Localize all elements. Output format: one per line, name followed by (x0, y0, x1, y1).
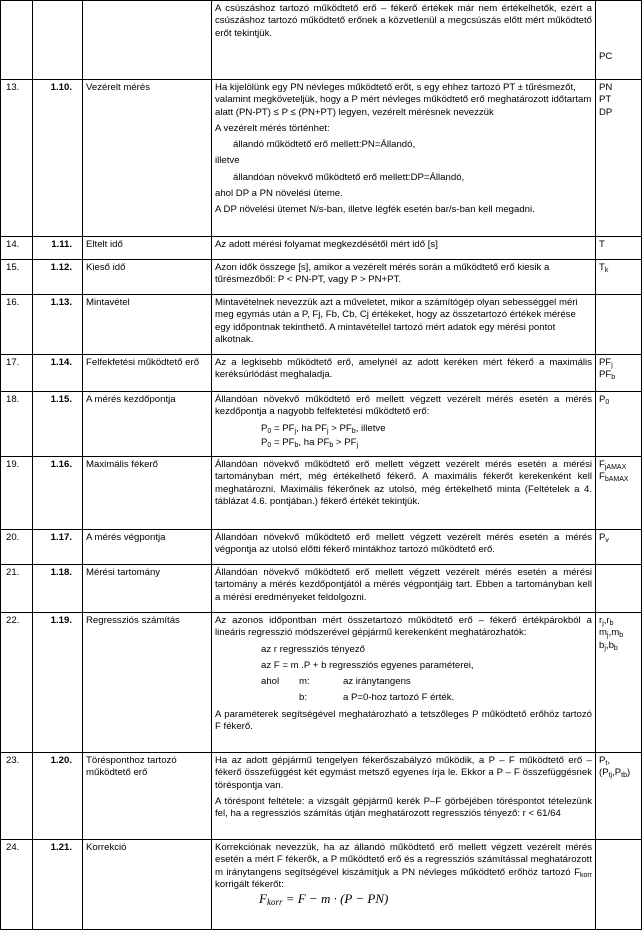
symbol (596, 457, 642, 530)
symbol-text: P (599, 532, 606, 543)
symbol-sub: v (605, 537, 609, 544)
description (212, 237, 596, 260)
row-number: 15. (1, 260, 33, 295)
term: Kieső idő (83, 260, 212, 295)
symbol (596, 565, 642, 613)
row-number: 20. (1, 530, 33, 565)
symbol-text: DP (599, 106, 613, 118)
desc-text: Az a legkisebb működtető erő, amelynél az adott keréken mért fékerő a maximális keréksúrlódást meghaladja. (215, 357, 592, 381)
symbol-text: P (599, 394, 606, 405)
symbol-text: PC (599, 50, 613, 62)
desc-text: Mintavételnek nevezzük azt a műveletet, mikor a számítógép olyan sebességgel méri meg egymás után a P, Fj, Fb, Cb, Cj értékeket, hogy az összetartozó értékek mérése egy időpontnak tekinthető. A mintavétellel tartozó mért adatok egy mérési pontot alkotnak. (215, 297, 578, 345)
section-number: 1.20. (33, 753, 83, 840)
row-number: 16. (1, 295, 33, 355)
row-number: 14. (1, 237, 33, 260)
description (212, 1, 596, 80)
symbol (596, 295, 642, 355)
formula-line: $P_0 = PF_j$, ha $PF_j > PF_b$, illetve (261, 422, 386, 435)
section-number: 1.14. (33, 355, 83, 392)
description (212, 840, 596, 930)
symbol (596, 753, 642, 840)
desc-text: Azon idők összege [s], amikor a vezérelt mérés során a működtető erő kiesik a tűrésmezőből: P < PN-PT, vagy P > PN+PT. (215, 262, 550, 286)
description (212, 613, 596, 753)
description (212, 565, 596, 613)
section-number: 1.18. (33, 565, 83, 613)
section-number: 1.17. (33, 530, 83, 565)
section-number (33, 1, 83, 80)
description (212, 355, 596, 392)
table-row (1, 565, 642, 613)
term: Korrekció (83, 840, 212, 930)
description (212, 295, 596, 355)
table-row (1, 753, 642, 840)
row-number: 23. (1, 753, 33, 840)
row-number: 21. (1, 565, 33, 613)
symbol (596, 355, 642, 392)
desc-text: ahol DP a PN növelési üteme. (215, 188, 343, 200)
desc-text: Az adott mérési folyamat megkezdésétől mért idő [s] (215, 239, 438, 250)
symbol-text: PT (599, 94, 612, 106)
desc-text: A vezérelt mérés történhet: (215, 122, 330, 134)
table-row (1, 237, 642, 260)
term: Regressziós számítás (83, 613, 212, 753)
symbol: T (596, 237, 642, 260)
table-row (1, 840, 642, 930)
symbol-text: PN (599, 82, 613, 93)
term: Eltelt idő (83, 237, 212, 260)
description (212, 457, 596, 530)
definition-line: ahol m: az iránytangens (261, 676, 411, 688)
desc-text: Állandóan növekvő működtető erő mellett végzett vezérelt mérés esetén a mérési tartomány a mérés kezdőpontjától a mérés végpontjáig tart. Ebben a tartományban kell a mérési eredményeket feldolgozni. (215, 567, 592, 603)
desc-text: A paraméterek segítségével meghatározható a tetszőleges P működtető erőhöz tartozó F fékerő. (215, 708, 592, 733)
table-row (1, 530, 642, 565)
symbol (596, 392, 642, 457)
section-number: 1.12. (33, 260, 83, 295)
table-row (1, 260, 642, 295)
term: Vezérelt mérés (83, 80, 212, 237)
desc-text: Állandóan növekvő működtető erő mellett végzett vezérelt mérés esetén a mérés végpontja az utolsó előtti fékerő mintákhoz tartozó működtető erő. (215, 532, 592, 556)
section-number: 1.11. (33, 237, 83, 260)
term: A mérés kezdőpontja (83, 392, 212, 457)
symbol-sub: k (604, 267, 609, 274)
row-number: 22. (1, 613, 33, 753)
table-row (1, 295, 642, 355)
desc-text: az F = m .P + b regressziós egyenes paraméterei, (261, 659, 474, 671)
desc-text: Az azonos időpontban mért összetartozó működtető erő – fékerő értékpárokból a lineáris regresszió módszerével gépjármű kerekenként meghatározhatók: (215, 615, 592, 639)
symbol-text: $F_{bAMAX}$ (599, 471, 629, 484)
row-number: 19. (1, 457, 33, 530)
symbol (596, 613, 642, 753)
description (212, 80, 596, 237)
correction-formula: $F_{korr} = F - m \cdot (P - PN)$ (259, 891, 389, 908)
term (83, 1, 212, 80)
row-number (1, 1, 33, 80)
formula-line: $P_0 = PF_b$, ha $PF_b > PF_j$ (261, 436, 359, 449)
section-number: 1.10. (33, 80, 83, 237)
desc-text: Állandóan növekvő működtető erő mellett végzett vezérelt mérés esetén a mérés kezdőpontja a nagyobb felfektetési működtető erő: (215, 394, 592, 418)
row-number: 13. (1, 80, 33, 237)
symbol-text: $PF_j$ (599, 357, 613, 369)
term: Maximális fékerő (83, 457, 212, 530)
symbol (596, 80, 642, 237)
description (212, 260, 596, 295)
definition-line: b: a P=0-hoz tartozó F érték. (299, 692, 455, 704)
section-number: 1.21. (33, 840, 83, 930)
row-number: 18. (1, 392, 33, 457)
desc-text: állandóan növekvő működtető erő mellett:DP=Állandó, (233, 171, 465, 183)
term: Törésponthoz tartozó működtető erő (83, 753, 212, 840)
row-number: 17. (1, 355, 33, 392)
description (212, 392, 596, 457)
desc-text: Korrekciónak nevezzük, ha az állandó működtető erő mellett végzett vezérelt mérés esetén a mért F fékerők, a P működtető erő és a regressziós számítással meghatározott m iránytangens segítségével kiszámítjuk a PN névleges működtető erőhöz tartozó $F_{korr}$ korrigált fékerőt: (215, 842, 592, 890)
term: Mérési tartomány (83, 565, 212, 613)
desc-text: Állandóan növekvő működtető erő mellett végzett vezérelt mérés esetén a mérési tartományban mért, még értékelhető fékerő. A maximális fékerőt kerekenként kell meghatározni. Maximális fékerőnek az utolsó, még értékelhető minta (Feltételek a 4. táblázat 4.6. pontjában.) fékerő értékét tekintjük. (215, 459, 592, 507)
section-number: 1.13. (33, 295, 83, 355)
symbol-text: $b_j,b_b$ (599, 639, 618, 652)
term: A mérés végpontja (83, 530, 212, 565)
description (212, 530, 596, 565)
symbol-text: $P_t$, (599, 755, 611, 767)
symbol (596, 1, 642, 80)
symbol-text: $F_{jAMAX}$ (599, 459, 627, 471)
symbol-text: $r_j,r_b$ (599, 615, 614, 627)
table-row (1, 613, 642, 753)
symbol-sub: 0 (605, 399, 610, 406)
row-number: 24. (1, 840, 33, 930)
desc-text: az r regressziós tényező (261, 643, 365, 655)
symbol (596, 260, 642, 295)
table-row (1, 457, 642, 530)
table-row (1, 1, 642, 80)
desc-text: Ha kijelölünk egy PN névleges működtető erőt, s egy ehhez tartozó PT ± tűrésmezőt, valamint megköveteljük, hogy a P mért névleges működtető erő meghatározott időtartam alatt (PN-PT) ≤ P ≤ (PN+PT) legyen, vezérelt mérésnek nevezzük (215, 82, 592, 118)
table-row (1, 392, 642, 457)
section-number: 1.16. (33, 457, 83, 530)
symbol-text: $(P_{tj},P_{tb})$ (599, 767, 631, 780)
symbol-text: $m_j,m_b$ (599, 627, 624, 640)
desc-text: A töréspont feltétele: a vizsgált gépjármű kerék P–F görbéjében töréspontot tételezünk fel, ha a regressziós számítás útján meghatározott regressziós tényező: r < 61/64 (215, 795, 592, 820)
desc-text: Ha az adott gépjármű tengelyen fékerőszabályzó működik, a P – F működtető erő – fékerő összefüggést két egymást metsző egyenes írja le. Ekkor a P – F összefüggésnek töréspontja van. (215, 755, 592, 791)
term: Mintavétel (83, 295, 212, 355)
symbol (596, 840, 642, 930)
table-row (1, 355, 642, 392)
desc-text: A csúszáshoz tartozó működtető erő – fékerő értékek már nem értékelhetők, ezért a csúszáshoz tartozó működtető erőnek a közvetlenül a megcsúszás előtt mért működtető erőt tekintjük. (215, 3, 592, 39)
term: Felfekfetési működtető erő (83, 355, 212, 392)
table-row (1, 80, 642, 237)
section-number: 1.19. (33, 613, 83, 753)
desc-text: állandó működtető erő mellett:PN=Állandó, (233, 139, 416, 151)
symbol-text: T (599, 262, 605, 273)
symbol-text: $PF_b$ (599, 369, 616, 382)
desc-text: A DP növelési ütemet N/s-ban, illetve légfék esetén bar/s-ban kell megadni. (215, 204, 535, 216)
description (212, 753, 596, 840)
section-number: 1.15. (33, 392, 83, 457)
desc-text: illetve (215, 155, 240, 167)
symbol (596, 530, 642, 565)
